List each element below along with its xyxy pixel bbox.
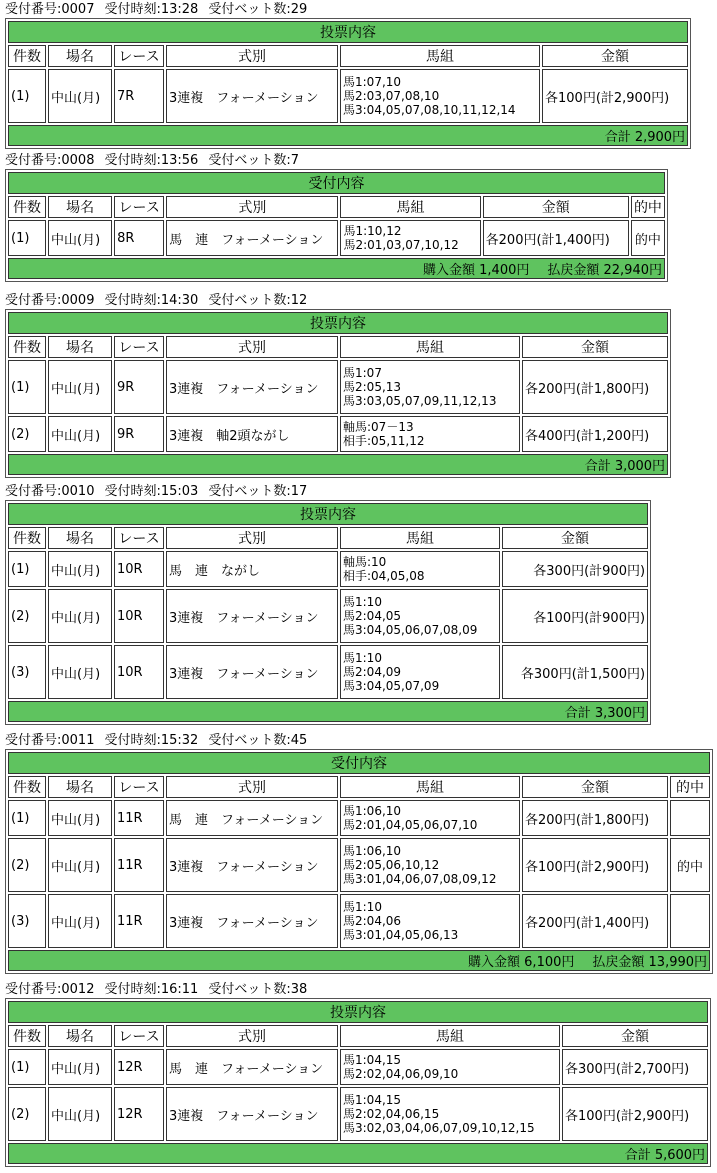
bet-index: (2) — [8, 589, 46, 643]
bet-combination — [340, 838, 520, 892]
column-header: 馬組 — [340, 776, 520, 798]
bet-row — [8, 220, 665, 256]
bet-race: 10R — [114, 589, 164, 643]
bet-type: 馬 連 フォーメーション — [166, 800, 338, 836]
combination-line: 馬3:04,05,07,08,10,11,12,14 — [343, 103, 516, 117]
bet-index: (2) — [8, 838, 46, 892]
bet-venue: 中山(月) — [48, 69, 112, 123]
column-header: レース — [114, 196, 164, 218]
bet-amount: 各200円(計1,800円) — [522, 360, 668, 414]
bet-race: 12R — [114, 1087, 164, 1141]
bet-amount: 各400円(計1,200円) — [522, 416, 668, 452]
bet-combination — [340, 69, 540, 123]
bet-row — [8, 589, 648, 643]
bet-amount: 各300円(計1,500円) — [502, 645, 648, 699]
bet-index: (2) — [8, 1087, 46, 1141]
column-header: 馬組 — [340, 336, 520, 358]
bet-row — [8, 1087, 708, 1141]
column-header: 式別 — [166, 527, 338, 549]
column-header: 場名 — [48, 336, 112, 358]
bet-index: (1) — [8, 1049, 46, 1085]
footer-total: 購入金額 1,400円 — [423, 263, 530, 278]
bet-type: 3連複 フォーメーション — [166, 589, 338, 643]
footer-payout: 払戻金額 13,990円 — [592, 955, 708, 970]
bet-row — [8, 416, 668, 452]
column-header: 式別 — [166, 1025, 338, 1047]
receipt-number: 受付番号:0009 — [5, 293, 95, 308]
receipt-bet-count: 受付ベット数:45 — [208, 733, 308, 748]
bet-type: 3連複 フォーメーション — [166, 645, 338, 699]
receipt-bet-count: 受付ベット数:29 — [208, 2, 308, 17]
receipt-number: 受付番号:0012 — [5, 982, 95, 997]
combination-line: 馬2:05,06,10,12 — [343, 858, 440, 872]
combination-line: 相手:04,05,08 — [343, 569, 425, 583]
column-header: レース — [114, 1025, 164, 1047]
column-header: 件数 — [8, 776, 46, 798]
combination-line: 馬2:03,07,08,10 — [343, 89, 440, 103]
combination-line: 馬2:04,06 — [343, 914, 402, 928]
bet-combination — [340, 1087, 560, 1141]
combination-line: 馬2:01,03,07,10,12 — [343, 238, 459, 252]
receipt-header — [5, 2, 307, 18]
bet-race: 12R — [114, 1049, 164, 1085]
combination-line: 馬1:04,15 — [343, 1053, 402, 1067]
column-header: 金額 — [522, 776, 668, 798]
bet-row — [8, 1049, 708, 1085]
column-header: 式別 — [166, 45, 338, 67]
table-footer — [8, 1143, 708, 1164]
bet-venue: 中山(月) — [48, 416, 112, 452]
receipt-table — [5, 500, 651, 725]
receipt-time: 受付時刻:15:32 — [104, 733, 199, 748]
receipt-table — [5, 998, 711, 1167]
bet-amount: 各300円(計2,700円) — [562, 1049, 708, 1085]
combination-line: 相手:05,11,12 — [343, 434, 425, 448]
receipt-table — [5, 749, 713, 974]
table-title: 投票内容 — [8, 1001, 708, 1023]
bet-venue: 中山(月) — [48, 1049, 112, 1085]
bet-hit-status — [670, 800, 710, 836]
bet-venue: 中山(月) — [48, 800, 112, 836]
combination-line: 馬1:10 — [343, 651, 382, 665]
bet-race: 11R — [114, 894, 164, 948]
table-footer — [8, 258, 665, 279]
receipt-header — [5, 733, 307, 749]
combination-line: 馬1:07 — [343, 366, 382, 380]
bet-venue: 中山(月) — [48, 589, 112, 643]
bet-type: 3連複 フォーメーション — [166, 894, 338, 948]
column-header: 馬組 — [340, 527, 500, 549]
bet-amount: 各200円(計1,400円) — [522, 894, 668, 948]
bet-combination — [340, 416, 520, 452]
receipt-bet-count: 受付ベット数:17 — [208, 484, 308, 499]
column-header: レース — [114, 527, 164, 549]
combination-line: 馬2:02,04,06,15 — [343, 1107, 440, 1121]
bet-race: 10R — [114, 551, 164, 587]
receipt-time: 受付時刻:13:56 — [104, 153, 199, 168]
bet-venue: 中山(月) — [48, 894, 112, 948]
bet-hit-status — [670, 894, 710, 948]
table-title: 投票内容 — [8, 503, 648, 525]
column-header: 式別 — [166, 196, 338, 218]
receipt-header — [5, 153, 299, 169]
bet-venue: 中山(月) — [48, 551, 112, 587]
receipt-header — [5, 484, 307, 500]
combination-line: 馬2:01,04,05,06,07,10 — [343, 818, 478, 832]
footer-payout: 払戻金額 22,940円 — [547, 263, 662, 278]
bet-combination — [340, 800, 520, 836]
column-header: 場名 — [48, 527, 112, 549]
combination-line: 馬1:10 — [343, 595, 382, 609]
bet-type: 3連複 フォーメーション — [166, 69, 338, 123]
table-title: 投票内容 — [8, 21, 688, 43]
combination-line: 馬2:04,05 — [343, 609, 402, 623]
bet-index: (1) — [8, 551, 46, 587]
receipt-header — [5, 982, 307, 998]
bet-race: 11R — [114, 838, 164, 892]
receipt-time: 受付時刻:13:28 — [104, 2, 199, 17]
bet-combination — [340, 589, 500, 643]
bet-combination — [340, 645, 500, 699]
bet-index: (1) — [8, 69, 46, 123]
footer-total: 合計 3,300円 — [564, 706, 646, 721]
combination-line: 馬1:10,12 — [343, 224, 402, 238]
column-header: 馬組 — [340, 1025, 560, 1047]
bet-type: 3連複 軸2頭ながし — [166, 416, 338, 452]
bet-index: (1) — [8, 360, 46, 414]
bet-hit-status: 的中 — [631, 220, 665, 256]
column-header: 件数 — [8, 527, 46, 549]
bet-index: (1) — [8, 220, 46, 256]
table-footer — [8, 125, 688, 146]
bet-combination — [340, 551, 500, 587]
bet-combination — [340, 1049, 560, 1085]
bet-amount: 各100円(計2,900円) — [522, 838, 668, 892]
bet-venue: 中山(月) — [48, 1087, 112, 1141]
bet-combination — [340, 894, 520, 948]
bet-amount: 各100円(計900円) — [502, 589, 648, 643]
column-header: 場名 — [48, 45, 112, 67]
combination-line: 馬2:05,13 — [343, 380, 402, 394]
bet-amount: 各300円(計900円) — [502, 551, 648, 587]
bet-row — [8, 69, 688, 123]
receipt-bet-count: 受付ベット数:12 — [208, 293, 308, 308]
receipt-table — [5, 18, 691, 149]
receipt-number: 受付番号:0007 — [5, 2, 95, 17]
column-header: 式別 — [166, 776, 338, 798]
column-header: 場名 — [48, 196, 112, 218]
table-title: 投票内容 — [8, 312, 668, 334]
column-header: 金額 — [502, 527, 648, 549]
bet-type: 3連複 フォーメーション — [166, 360, 338, 414]
bet-row — [8, 800, 710, 836]
column-header: 金額 — [562, 1025, 708, 1047]
receipt-number: 受付番号:0008 — [5, 153, 95, 168]
column-header: 場名 — [48, 1025, 112, 1047]
bet-race: 11R — [114, 800, 164, 836]
table-footer — [8, 950, 710, 971]
column-header: 馬組 — [340, 45, 540, 67]
bet-type: 3連複 フォーメーション — [166, 1087, 338, 1141]
column-header: 的中 — [631, 196, 665, 218]
column-header: 的中 — [670, 776, 710, 798]
bet-race: 9R — [114, 416, 164, 452]
bet-hit-status: 的中 — [670, 838, 710, 892]
bet-venue: 中山(月) — [48, 220, 112, 256]
bet-type: 馬 連 フォーメーション — [166, 1049, 338, 1085]
bet-row — [8, 838, 710, 892]
receipt-header — [5, 293, 307, 309]
column-header: レース — [114, 336, 164, 358]
bet-race: 10R — [114, 645, 164, 699]
combination-line: 軸馬:10 — [343, 555, 387, 569]
column-header: 式別 — [166, 336, 338, 358]
column-header: 件数 — [8, 336, 46, 358]
bet-index: (2) — [8, 416, 46, 452]
bet-row — [8, 551, 648, 587]
combination-line: 馬3:04,05,07,09 — [343, 679, 440, 693]
bet-row — [8, 360, 668, 414]
column-header: 件数 — [8, 45, 46, 67]
column-header: 件数 — [8, 196, 46, 218]
receipt-bet-count: 受付ベット数:38 — [208, 982, 308, 997]
bet-amount: 各100円(計2,900円) — [562, 1087, 708, 1141]
receipt-table — [5, 309, 671, 478]
bet-venue: 中山(月) — [48, 645, 112, 699]
column-header: レース — [114, 45, 164, 67]
table-footer — [8, 701, 648, 722]
bet-type: 馬 連 ながし — [166, 551, 338, 587]
table-footer — [8, 454, 668, 475]
column-header: レース — [114, 776, 164, 798]
receipt-bet-count: 受付ベット数:7 — [208, 153, 299, 168]
column-header: 金額 — [522, 336, 668, 358]
bet-combination — [340, 220, 480, 256]
bet-race: 9R — [114, 360, 164, 414]
footer-total: 合計 3,000円 — [584, 459, 666, 474]
combination-line: 馬3:01,04,06,07,08,09,12 — [343, 872, 497, 886]
receipt-time: 受付時刻:16:11 — [104, 982, 199, 997]
combination-line: 馬1:06,10 — [343, 844, 402, 858]
bet-index: (3) — [8, 894, 46, 948]
footer-total: 合計 5,600円 — [624, 1148, 706, 1163]
column-header: 件数 — [8, 1025, 46, 1047]
combination-line: 馬3:03,05,07,09,11,12,13 — [343, 394, 497, 408]
bet-amount: 各200円(計1,400円) — [483, 220, 629, 256]
receipt-number: 受付番号:0011 — [5, 733, 95, 748]
column-header: 金額 — [542, 45, 688, 67]
footer-total: 合計 2,900円 — [604, 130, 686, 145]
bet-venue: 中山(月) — [48, 838, 112, 892]
footer-total: 購入金額 6,100円 — [468, 955, 575, 970]
combination-line: 馬1:10 — [343, 900, 382, 914]
table-title: 受付内容 — [8, 752, 710, 774]
receipt-time: 受付時刻:14:30 — [104, 293, 199, 308]
combination-line: 馬1:04,15 — [343, 1093, 402, 1107]
bet-row — [8, 894, 710, 948]
bet-index: (1) — [8, 800, 46, 836]
bet-amount: 各200円(計1,800円) — [522, 800, 668, 836]
combination-line: 馬3:01,04,05,06,13 — [343, 928, 459, 942]
bet-type: 馬 連 フォーメーション — [166, 220, 338, 256]
combination-line: 馬1:06,10 — [343, 804, 402, 818]
receipt-table — [5, 169, 668, 282]
bet-index: (3) — [8, 645, 46, 699]
combination-line: 馬1:07,10 — [343, 75, 402, 89]
column-header: 馬組 — [340, 196, 480, 218]
receipt-time: 受付時刻:15:03 — [104, 484, 199, 499]
combination-line: 軸馬:07－13 — [343, 420, 414, 434]
combination-line: 馬3:04,05,06,07,08,09 — [343, 623, 478, 637]
bet-row — [8, 645, 648, 699]
combination-line: 馬3:02,03,04,06,07,09,10,12,15 — [343, 1121, 535, 1135]
bet-type: 3連複 フォーメーション — [166, 838, 338, 892]
bet-combination — [340, 360, 520, 414]
bet-venue: 中山(月) — [48, 360, 112, 414]
bet-race: 8R — [114, 220, 164, 256]
combination-line: 馬2:04,09 — [343, 665, 402, 679]
column-header: 金額 — [483, 196, 629, 218]
bet-race: 7R — [114, 69, 164, 123]
receipt-number: 受付番号:0010 — [5, 484, 95, 499]
column-header: 場名 — [48, 776, 112, 798]
table-title: 受付内容 — [8, 172, 665, 194]
combination-line: 馬2:02,04,06,09,10 — [343, 1067, 459, 1081]
bet-amount: 各100円(計2,900円) — [542, 69, 688, 123]
